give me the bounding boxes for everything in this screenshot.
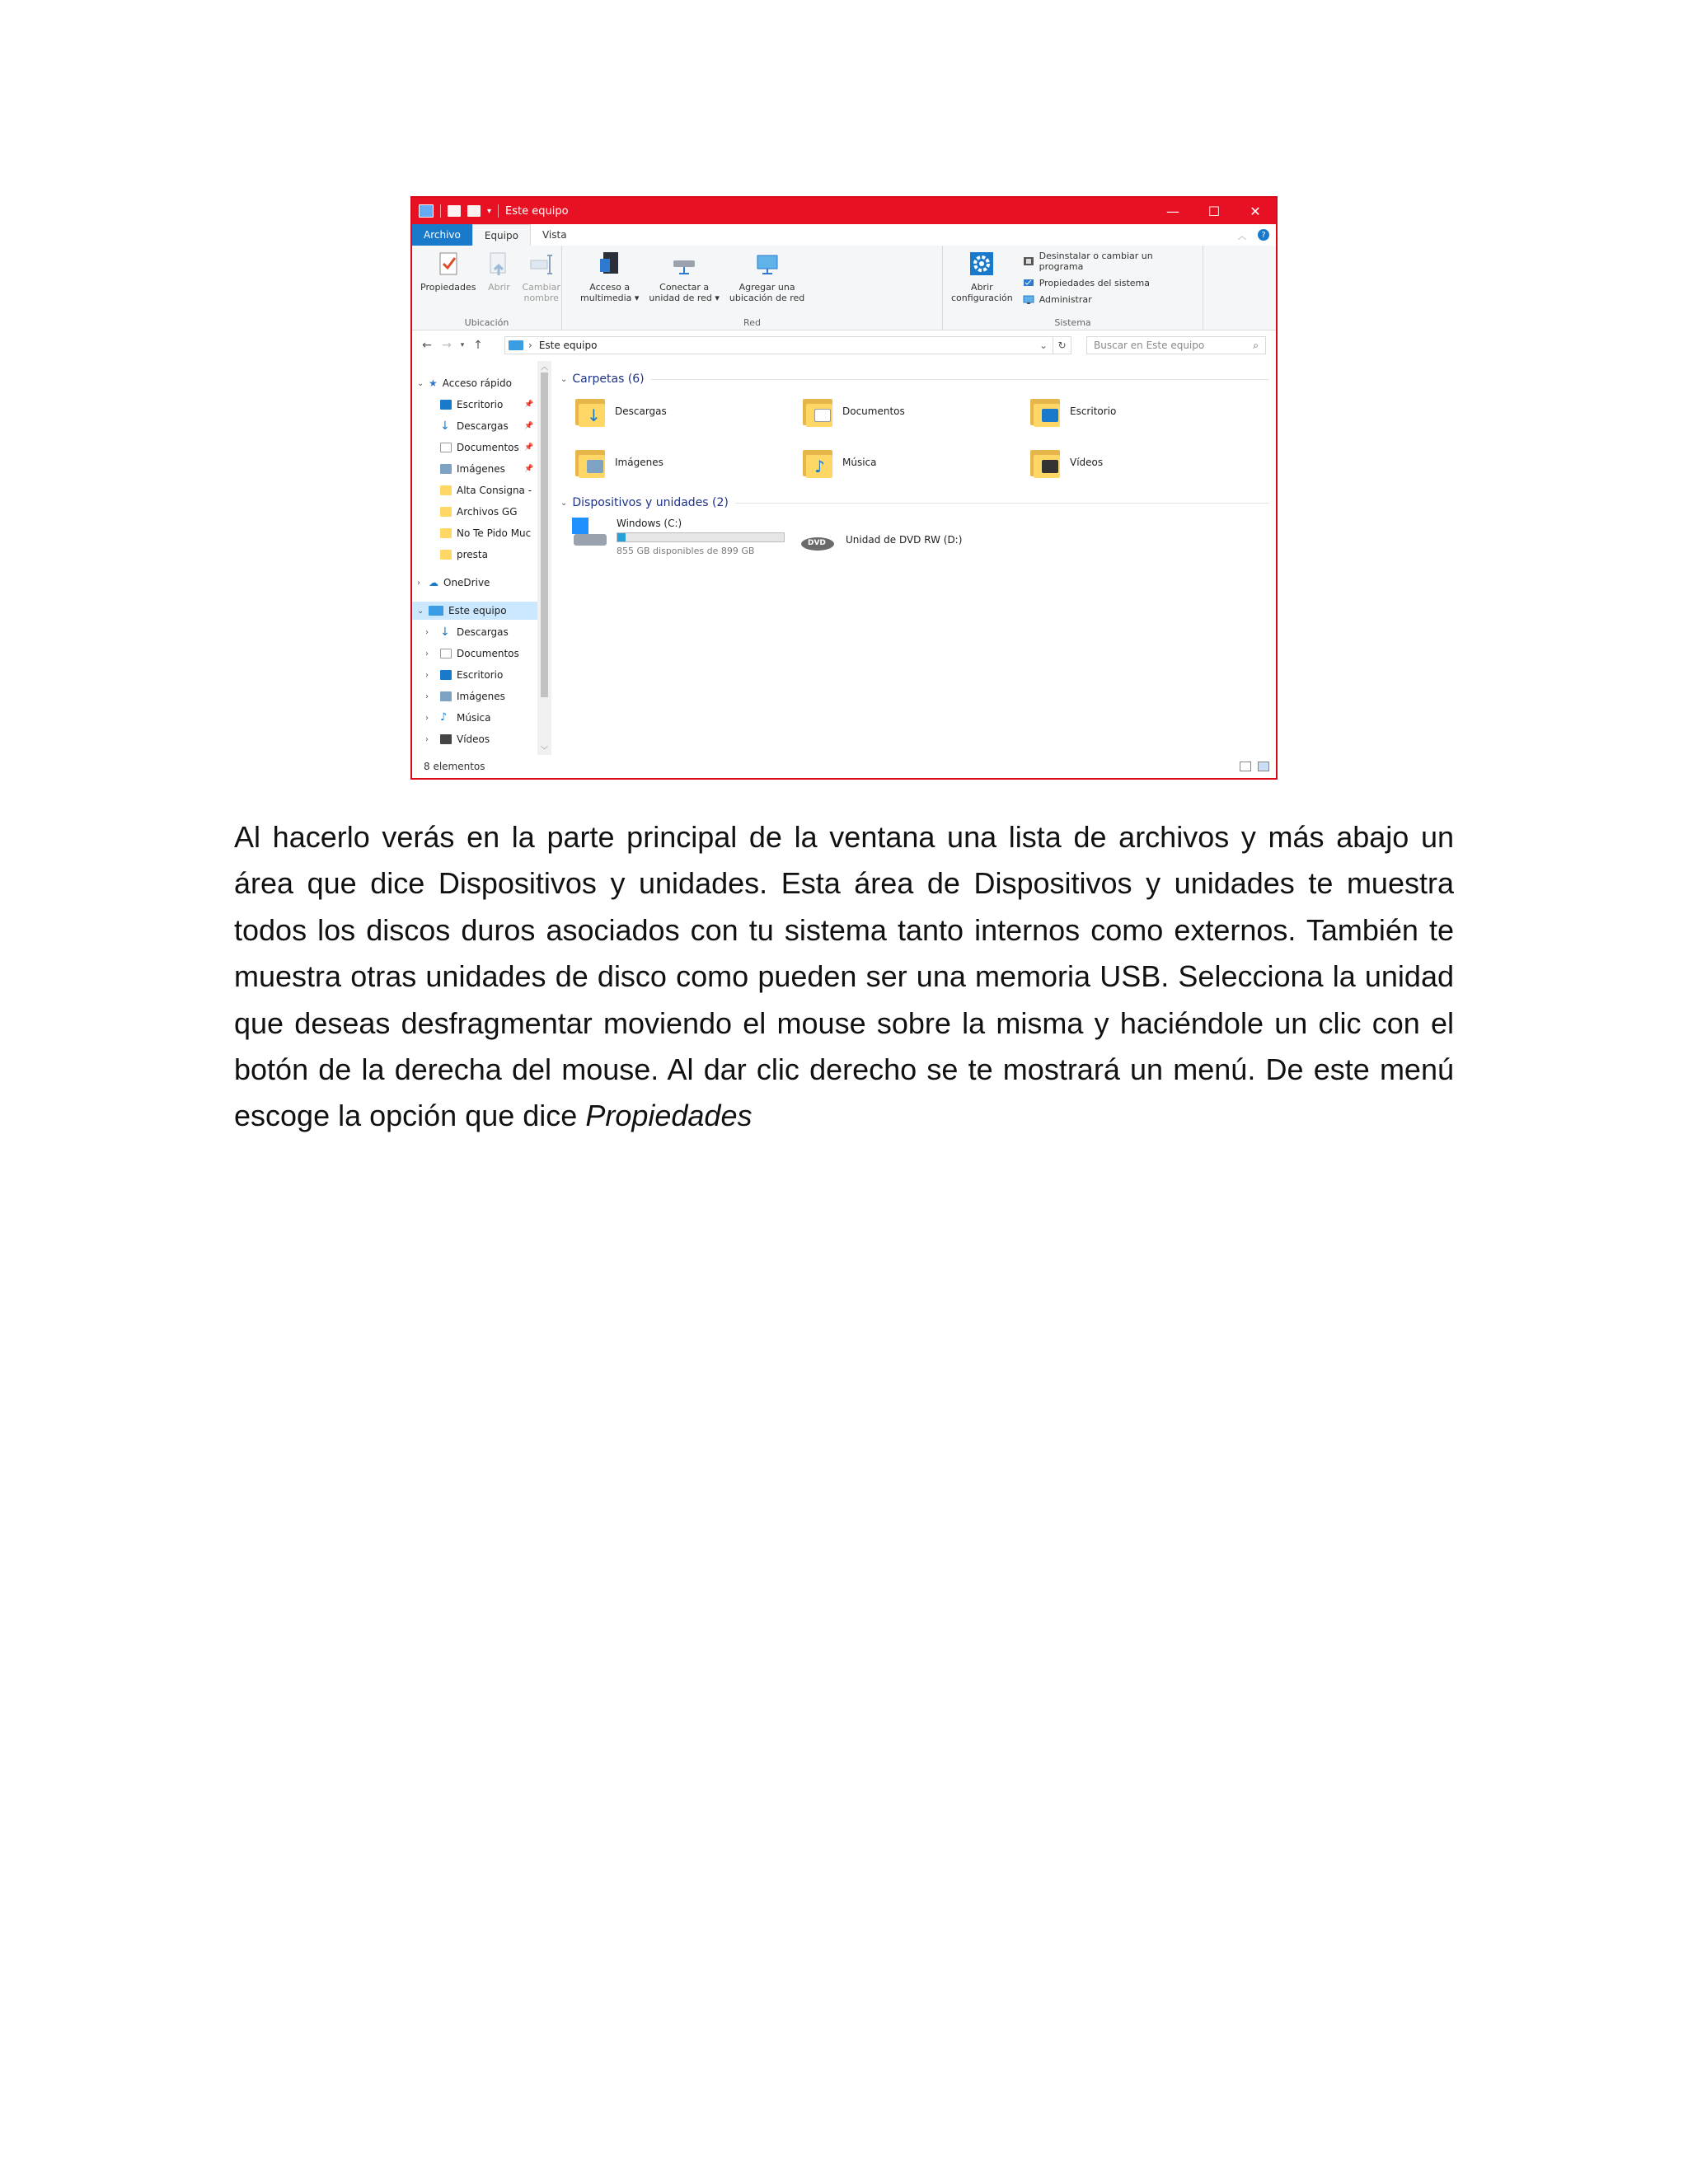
chevron-right-icon[interactable]: › bbox=[425, 670, 429, 680]
status-bar bbox=[412, 755, 1276, 778]
computer-icon bbox=[429, 606, 443, 616]
conectar-unidad-red-button[interactable]: Conectar a unidad de red ▾ bbox=[644, 249, 724, 330]
folder-icon bbox=[440, 550, 452, 560]
ribbon bbox=[412, 246, 1276, 330]
music-folder-icon: ♪ bbox=[803, 447, 832, 478]
drive-usage-fill bbox=[617, 533, 626, 541]
breadcrumb[interactable]: Este equipo bbox=[538, 340, 598, 351]
search-input[interactable]: Buscar en Este equipo ⌕ bbox=[1086, 336, 1266, 354]
maximize-button[interactable]: ☐ bbox=[1207, 203, 1221, 219]
nav-quick-item[interactable]: No Te Pido Muc bbox=[440, 524, 531, 542]
music-note-icon: ♪ bbox=[440, 711, 448, 724]
pin-icon: 📌 bbox=[524, 401, 534, 409]
videos-icon bbox=[440, 734, 452, 744]
computer-icon bbox=[419, 204, 434, 218]
cloud-icon: ☁ bbox=[429, 577, 438, 588]
propiedades-button[interactable]: Propiedades bbox=[415, 249, 481, 330]
window-title: Este equipo bbox=[505, 204, 569, 218]
videos-folder-icon bbox=[1030, 447, 1060, 478]
chevron-right-icon[interactable]: › bbox=[425, 627, 429, 637]
documents-icon bbox=[440, 649, 452, 658]
pictures-folder-icon bbox=[575, 447, 605, 478]
paragraph-line: muestra otras unidades de disco como pueden ser una memoria USB. Selecciona la unidad bbox=[234, 959, 1454, 994]
media-access-icon bbox=[597, 251, 623, 277]
close-button[interactable]: ✕ bbox=[1250, 203, 1261, 219]
nav-pc-item[interactable]: › ↓ Descargas bbox=[425, 626, 509, 639]
documents-icon bbox=[440, 443, 452, 452]
tab-equipo[interactable]: Equipo bbox=[472, 224, 531, 246]
recent-locations-icon[interactable]: ▾ bbox=[460, 341, 465, 349]
download-arrow-icon: ↓ bbox=[440, 626, 450, 639]
properties-icon bbox=[435, 251, 462, 277]
help-icon[interactable]: ? bbox=[1258, 229, 1269, 241]
nav-este-equipo[interactable]: ⌄ Este equipo bbox=[412, 602, 539, 620]
customize-toolbar-icon[interactable]: ▾ bbox=[487, 206, 492, 216]
ribbon-tabs bbox=[412, 224, 1276, 246]
nav-pc-item[interactable]: › Escritorio bbox=[425, 669, 504, 681]
nav-pc-item[interactable]: › Documentos bbox=[425, 648, 519, 659]
folder-icon bbox=[440, 507, 452, 517]
navigation-pane bbox=[412, 361, 536, 755]
drive-d-tile[interactable]: DVD Unidad de DVD RW (D:) bbox=[798, 529, 962, 559]
desktop-icon bbox=[440, 400, 452, 410]
pictures-icon bbox=[440, 691, 452, 701]
documents-folder-icon bbox=[803, 396, 832, 427]
settings-gear-icon bbox=[968, 251, 995, 277]
chevron-down-icon[interactable]: ⌄ bbox=[1039, 340, 1048, 351]
nav-scrollbar[interactable] bbox=[537, 361, 551, 755]
nav-acceso-rapido[interactable]: ⌄ ★ Acceso rápido bbox=[417, 377, 512, 389]
back-arrow-icon[interactable]: ← bbox=[422, 339, 432, 352]
nav-quick-item[interactable]: Alta Consigna - bbox=[440, 481, 532, 499]
forward-arrow-icon[interactable]: → bbox=[442, 339, 452, 352]
rename-icon bbox=[528, 251, 555, 277]
search-icon: ⌕ bbox=[1253, 339, 1259, 351]
nav-quick-item[interactable]: presta bbox=[440, 546, 488, 564]
group-red: Acceso a multimedia ▾ Conectar a unidad de red ▾ Agregar una ubicación de red Red bbox=[562, 246, 943, 330]
explorer-screenshot bbox=[410, 196, 1278, 780]
group-sistema: Abrir configuración Desinstalar o cambiar un programa Propiedades del sistema Administrar Sistema bbox=[943, 246, 1203, 330]
breadcrumb-chevron-icon[interactable]: › bbox=[528, 340, 532, 351]
folder-tile[interactable]: ↓ Descargas bbox=[575, 396, 667, 427]
downloads-folder-icon: ↓ bbox=[575, 396, 605, 427]
tab-vista[interactable]: Vista bbox=[542, 229, 567, 241]
scroll-up-icon[interactable]: ︿ bbox=[540, 363, 548, 372]
folder-icon bbox=[440, 528, 452, 538]
scroll-thumb[interactable] bbox=[541, 373, 548, 697]
emphasis-propiedades: Propiedades bbox=[585, 1099, 753, 1133]
collapse-ribbon-icon[interactable]: ︿ bbox=[1238, 232, 1246, 241]
devices-group-header[interactable]: ⌄ Dispositivos y unidades (2) bbox=[560, 496, 1269, 509]
drive-c-tile[interactable]: Windows (C:) 855 GB disponibles de 899 GB bbox=[570, 518, 785, 556]
chevron-down-icon[interactable]: ⌄ bbox=[560, 374, 568, 384]
nav-pc-item[interactable]: › Vídeos bbox=[425, 733, 490, 745]
chevron-right-icon[interactable]: › bbox=[425, 649, 429, 658]
folder-tile[interactable]: ♪ Música bbox=[803, 447, 877, 478]
drive-usage-bar bbox=[617, 532, 785, 542]
paragraph-line: área que dice Dispositivos y unidades. Esta área de Dispositivos y unidades te muestra bbox=[234, 866, 1454, 901]
chevron-right-icon[interactable]: › bbox=[425, 691, 429, 701]
chevron-right-icon[interactable]: › bbox=[425, 713, 429, 723]
dvd-drive-icon: DVD bbox=[798, 529, 836, 559]
nav-quick-item[interactable]: Documentos 📌 bbox=[440, 438, 519, 457]
folder-tile[interactable]: Documentos bbox=[803, 396, 905, 427]
chevron-right-icon[interactable]: › bbox=[417, 578, 420, 588]
content-pane bbox=[554, 361, 1276, 755]
nav-onedrive[interactable]: › ☁ OneDrive bbox=[417, 577, 490, 588]
title-bar bbox=[412, 198, 1276, 224]
add-network-location-icon bbox=[754, 251, 781, 277]
up-arrow-icon[interactable]: ↑ bbox=[473, 339, 483, 352]
manage-icon bbox=[1023, 295, 1034, 305]
desinstalar-programa-button[interactable]: Desinstalar o cambiar un programa bbox=[1023, 251, 1199, 272]
folders-group-header[interactable]: ⌄ Carpetas (6) bbox=[560, 373, 1269, 386]
paragraph-line: Al hacerlo verás en la parte principal de la ventana una lista de archivos y más abajo un bbox=[234, 820, 1454, 854]
paragraph-last-line: escoge la opción que dice Propiedades bbox=[234, 1099, 753, 1133]
quick-access-toolbar bbox=[412, 204, 499, 218]
properties-icon[interactable] bbox=[448, 205, 461, 217]
nav-quick-item[interactable]: Escritorio 📌 bbox=[440, 396, 503, 414]
folder-tile[interactable]: Escritorio bbox=[1030, 396, 1116, 427]
nav-quick-item[interactable]: Imágenes 📌 bbox=[440, 460, 505, 478]
desktop-icon bbox=[440, 670, 452, 680]
map-network-drive-icon bbox=[671, 251, 697, 277]
pictures-icon bbox=[440, 464, 452, 474]
paragraph-line: todos los discos duros asociados con tu sistema tanto internos como externos. También te bbox=[234, 912, 1454, 947]
abrir-button[interactable]: Abrir bbox=[481, 249, 517, 330]
nav-pc-item[interactable]: › Imágenes bbox=[425, 691, 505, 702]
tiles-view-icon[interactable] bbox=[1258, 762, 1269, 771]
chevron-right-icon[interactable]: › bbox=[425, 734, 429, 744]
group-ubicacion: Propiedades Abrir Cambiar nombre Ubicación bbox=[412, 246, 562, 330]
chevron-down-icon[interactable]: ⌄ bbox=[560, 498, 568, 508]
body-paragraph bbox=[234, 814, 1454, 1140]
open-icon bbox=[485, 251, 512, 277]
star-icon: ★ bbox=[429, 377, 438, 389]
folder-icon bbox=[440, 485, 452, 495]
details-view-icon[interactable] bbox=[1240, 762, 1251, 771]
new-folder-icon[interactable] bbox=[467, 205, 481, 217]
computer-icon bbox=[509, 340, 523, 350]
cambiar-nombre-button[interactable]: Cambiar nombre bbox=[517, 249, 565, 330]
windows-drive-icon bbox=[570, 518, 607, 547]
minimize-button[interactable]: — bbox=[1166, 203, 1179, 219]
agregar-ubicacion-red-button[interactable]: Agregar una ubicación de red bbox=[724, 249, 809, 330]
folder-tile[interactable]: Imágenes bbox=[575, 447, 663, 478]
acceso-multimedia-button[interactable]: Acceso a multimedia ▾ bbox=[575, 249, 644, 330]
item-count: 8 elementos bbox=[424, 761, 485, 772]
paragraph-line: botón de la derecha del mouse. Al dar clic derecho se te mostrará un menú. De este menú bbox=[234, 1052, 1454, 1086]
address-input[interactable] bbox=[504, 336, 1053, 354]
address-bar-row bbox=[412, 330, 1276, 360]
chevron-down-icon[interactable]: ⌄ bbox=[417, 606, 424, 616]
download-arrow-icon: ↓ bbox=[440, 419, 450, 433]
administrar-button[interactable]: Administrar bbox=[1023, 294, 1199, 305]
chevron-down-icon[interactable]: ⌄ bbox=[417, 378, 424, 388]
desktop-folder-icon bbox=[1030, 396, 1060, 427]
paragraph-line: que deseas desfragmentar moviendo el mouse sobre la misma y haciéndole un clic con el bbox=[234, 1005, 1454, 1040]
abrir-configuracion-button[interactable]: Abrir configuración bbox=[946, 249, 1018, 330]
folder-tile[interactable]: Vídeos bbox=[1030, 447, 1103, 478]
refresh-button[interactable]: ↻ bbox=[1053, 336, 1071, 354]
pin-icon: 📌 bbox=[524, 465, 534, 473]
pin-icon: 📌 bbox=[524, 443, 534, 452]
nav-pc-item[interactable]: › ♪ Música bbox=[425, 711, 491, 724]
scroll-down-icon[interactable]: ﹀ bbox=[540, 747, 548, 755]
nav-quick-item[interactable]: Archivos GG bbox=[440, 503, 518, 521]
tab-archivo[interactable]: Archivo bbox=[412, 224, 472, 246]
pin-icon: 📌 bbox=[524, 422, 534, 430]
system-properties-icon bbox=[1023, 279, 1034, 288]
propiedades-sistema-button[interactable]: Propiedades del sistema bbox=[1023, 278, 1199, 288]
nav-quick-item[interactable]: ↓ Descargas 📌 bbox=[440, 419, 534, 433]
uninstall-icon bbox=[1023, 256, 1034, 266]
